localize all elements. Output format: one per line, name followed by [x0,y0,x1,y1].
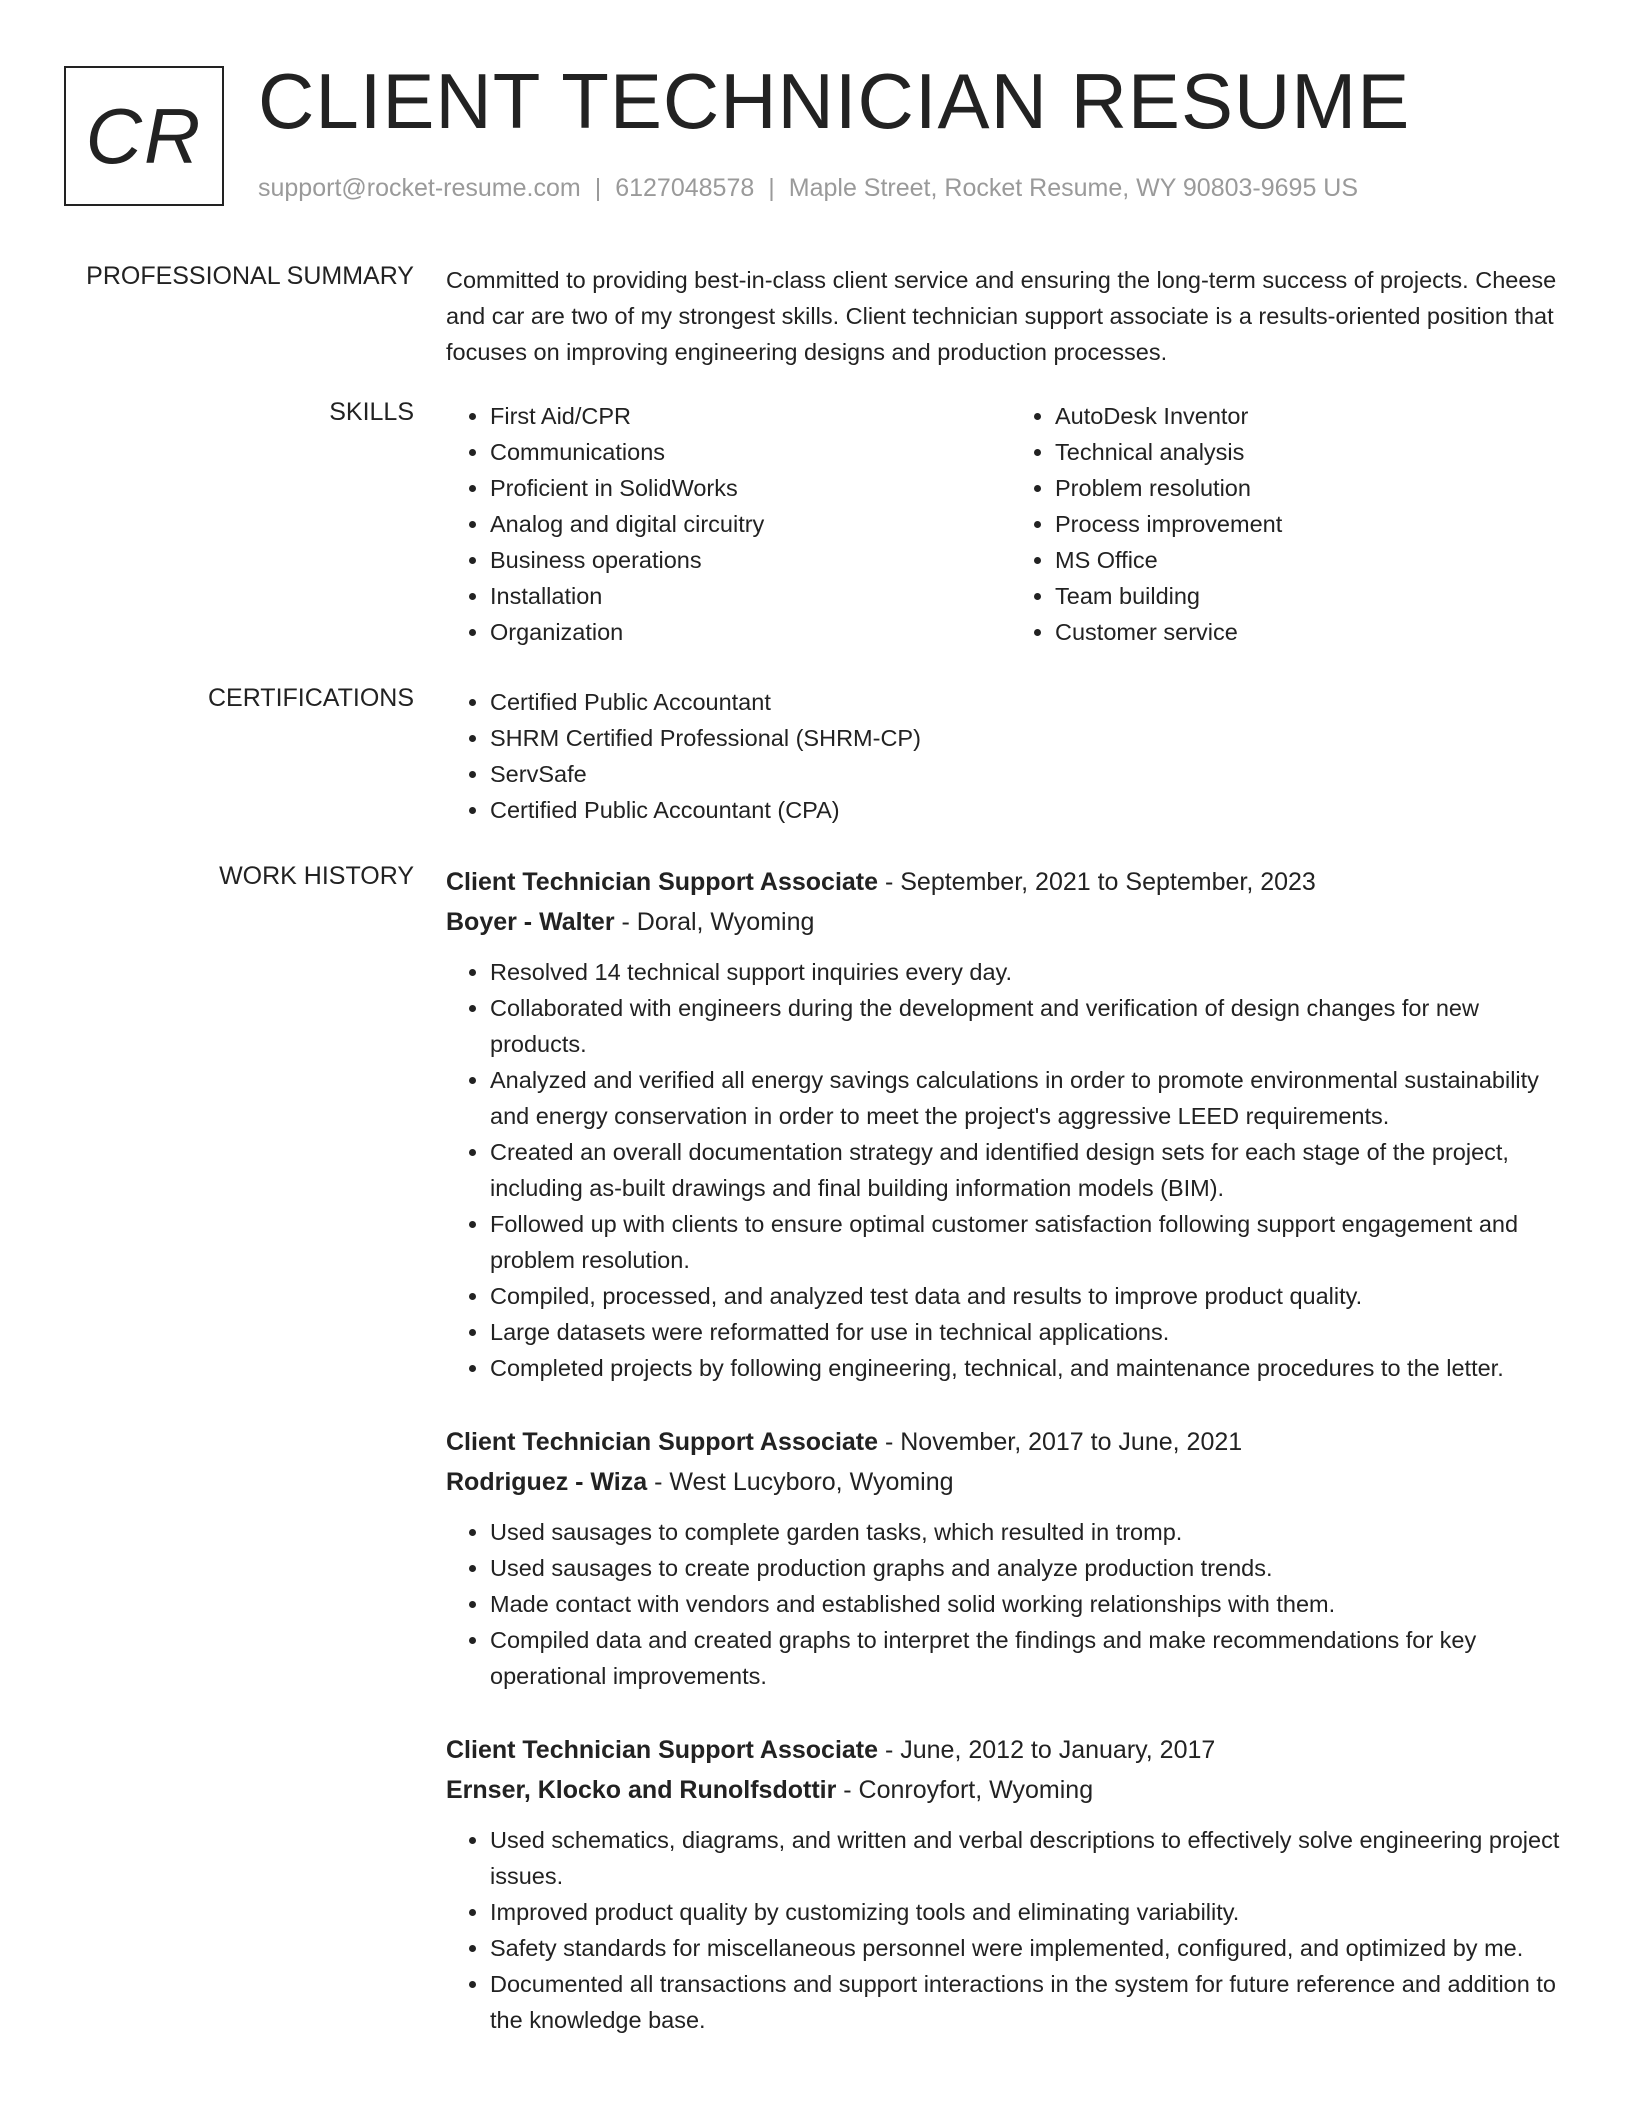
section-label-skills: SKILLS [329,398,414,426]
list-item: • Analog and digital circuitry [490,506,1011,542]
list-item: • Proficient in SolidWorks [490,470,1011,506]
list-item: • MS Office [1055,542,1576,578]
list-item: • SHRM Certified Professional (SHRM-CP) [490,720,1576,756]
contact-line [258,174,1358,203]
job-heading [446,1422,1576,1462]
list-item: • Followed up with clients to ensure optimal customer satisfaction following support engagement and problem resolution. [490,1206,1576,1278]
job-heading [446,862,1576,902]
contact-separator: | [768,174,775,202]
skills-list-left [446,398,1011,650]
list-item: • Safety standards for miscellaneous personnel were implemented, configured, and optimized by me. [490,1930,1576,1966]
list-item: • Communications [490,434,1011,470]
job-company: Ernser, Klocko and Runolfsdottir [446,1776,837,1804]
list-item: • Completed projects by following engineering, technical, and maintenance procedures to the letter. [490,1350,1576,1386]
certifications-list [446,684,1576,828]
job-location: - Conroyfort, Wyoming [836,1776,1094,1804]
list-item: • Resolved 14 technical support inquiries every day. [490,954,1576,990]
list-item: • Certified Public Accountant [490,684,1576,720]
job-heading [446,1730,1576,1770]
list-item: • Certified Public Accountant (CPA) [490,792,1576,828]
job-bullets [446,1822,1576,2038]
contact-email: support@rocket-resume.com [258,174,581,202]
section-label-summary: PROFESSIONAL SUMMARY [86,262,414,290]
list-item: • Compiled data and created graphs to interpret the findings and make recommendations for key operational improvements. [490,1622,1576,1694]
job-company: Rodriguez - Wiza [446,1468,648,1496]
list-item: • Used sausages to complete garden tasks, which resulted in tromp. [490,1514,1576,1550]
list-item: • Technical analysis [1055,434,1576,470]
work-history-list [446,862,1576,2074]
list-item: • Made contact with vendors and established solid working relationships with them. [490,1586,1576,1622]
list-item: • Documented all transactions and support interactions in the system for future reference and addition to the knowledge base. [490,1966,1576,2038]
job-employer [446,1462,1576,1502]
job-title: Client Technician Support Associate [446,1428,879,1456]
job-location: - Doral, Wyoming [614,908,815,936]
job-entry [446,862,1576,1386]
list-item: • Customer service [1055,614,1576,650]
list-item: • Installation [490,578,1011,614]
section-label-certifications: CERTIFICATIONS [207,684,414,712]
job-bullets [446,954,1576,1386]
list-item: • First Aid/CPR [490,398,1011,434]
list-item: • Large datasets were reformatted for use in technical applications. [490,1314,1576,1350]
job-dates: - June, 2012 to January, 2017 [878,1736,1216,1764]
list-item: • ServSafe [490,756,1576,792]
list-item: • AutoDesk Inventor [1055,398,1576,434]
job-employer [446,902,1576,942]
section-label-work-history: WORK HISTORY [219,862,414,890]
list-item: • Organization [490,614,1011,650]
list-item: • Business operations [490,542,1011,578]
job-location: - West Lucyboro, Wyoming [647,1468,954,1496]
summary-text: Committed to providing best-in-class client service and ensuring the long-term success of projects. Cheese and car are two of my strongest skills. Client technician support associate is a results-oriented position that focuses on improving engineering designs and production processes. [446,267,1557,365]
job-entry [446,1422,1576,1694]
job-company: Boyer - Walter [446,908,615,936]
job-dates: - September, 2021 to September, 2023 [878,868,1316,896]
list-item: • Problem resolution [1055,470,1576,506]
list-item: • Created an overall documentation strategy and identified design sets for each stage of the project, including as-built drawings and final building information models (BIM). [490,1134,1576,1206]
list-item: • Compiled, processed, and analyzed test data and results to improve product quality. [490,1278,1576,1314]
resume-title: CLIENT TECHNICIAN RESUME [258,57,1411,145]
list-item: • Improved product quality by customizing tools and eliminating variability. [490,1894,1576,1930]
list-item: • Used schematics, diagrams, and written and verbal descriptions to effectively solve engineering project issues. [490,1822,1576,1894]
list-item: • Collaborated with engineers during the development and verification of design changes for new products. [490,990,1576,1062]
list-item: • Used sausages to create production graphs and analyze production trends. [490,1550,1576,1586]
list-item: • Analyzed and verified all energy savings calculations in order to promote environmental sustainability and energy conservation in order to meet the project's aggressive LEED requirements. [490,1062,1576,1134]
list-item: • Team building [1055,578,1576,614]
contact-separator: | [594,174,602,202]
monogram: CR [64,66,224,206]
job-dates: - November, 2017 to June, 2021 [878,1428,1243,1456]
contact-address: Maple Street, Rocket Resume, WY 90803-9695 US [788,174,1359,202]
list-item: • Process improvement [1055,506,1576,542]
job-title: Client Technician Support Associate [446,868,879,896]
job-entry [446,1730,1576,2038]
contact-phone: 6127048578 [615,174,755,202]
skills-list-right [1011,398,1576,650]
job-title: Client Technician Support Associate [446,1736,879,1764]
job-bullets [446,1514,1576,1694]
job-employer [446,1770,1576,1810]
